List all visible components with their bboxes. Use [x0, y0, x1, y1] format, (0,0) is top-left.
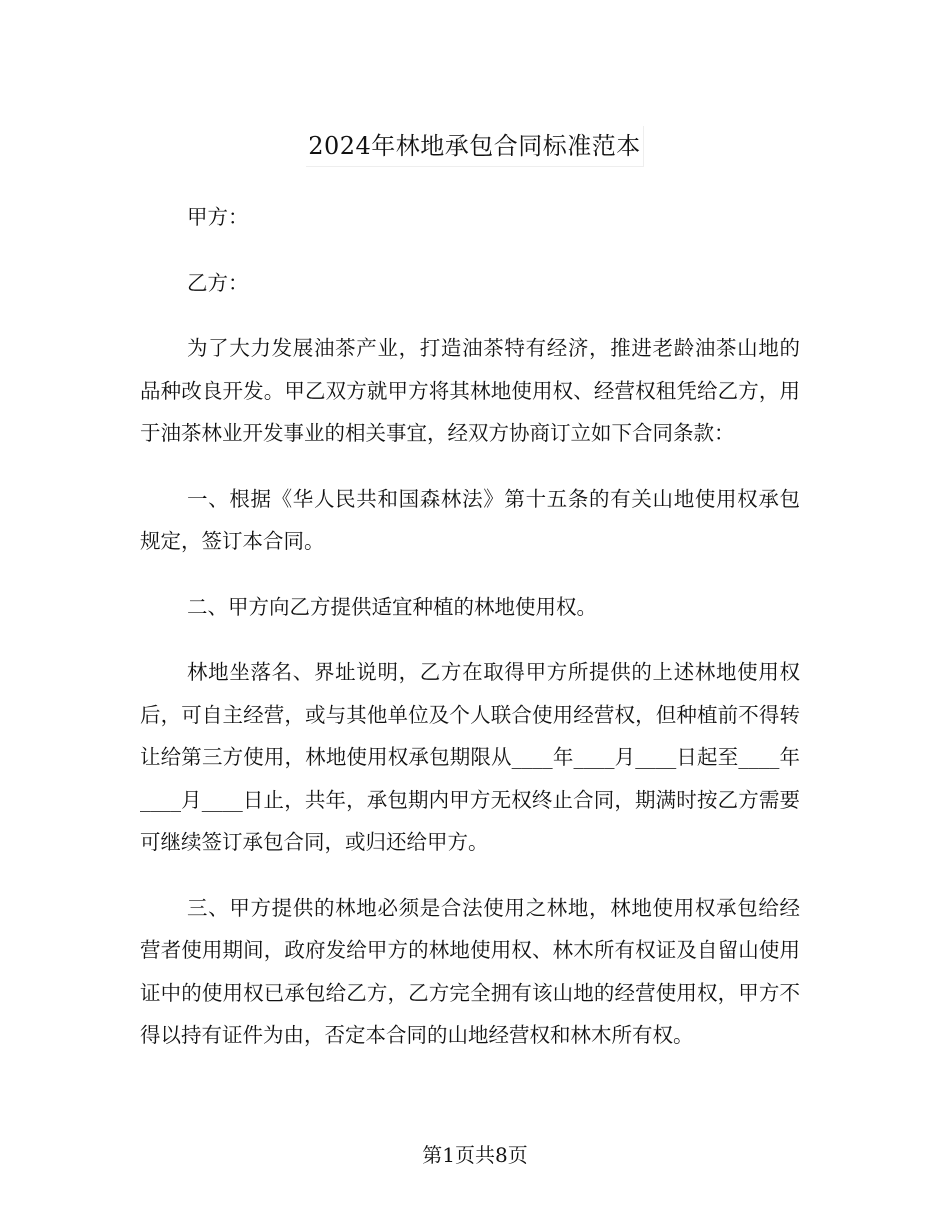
paragraph-clause-1: 一、根据《华人民共和国森林法》第十五条的有关山地使用权承包规定，签订本合同。 — [140, 486, 800, 553]
document-body — [140, 196, 800, 1057]
page-footer — [0, 1140, 950, 1170]
party-b-line: 乙方： — [187, 270, 249, 295]
page-indicator: 第1页共8页 — [422, 1143, 528, 1167]
party-a-line: 甲方： — [187, 205, 249, 229]
document-title-block — [0, 126, 950, 167]
document-title: 2024年林地承包合同标准范本 — [306, 126, 644, 167]
paragraph-preamble: 为了大力发展油茶产业，打造油茶特有经济，推进老龄油茶山地的品种改良开发。甲乙双方就甲方将其林地使用权、经营权租凭给乙方，用于油茶林业开发事业的相关事宜，经双方协商订立如下合同条款： — [140, 336, 800, 445]
paragraph-clause-2-detail: 林地坐落名、界址说明，乙方在取得甲方所提供的上述林地使用权后，可自主经营，或与其他单位及个人联合使用经营权，但种植前不得转让给第三方使用，林地使用权承包期限从____年____月____日起至____年____月____日止，共年，承包期内甲方无权终止合同，期满时按乙方需要可继续签订承包合同，或归还给甲方。 — [140, 660, 800, 854]
paragraph-clause-3: 三、甲方提供的林地必须是合法使用之林地，林地使用权承包给经营者使用期间，政府发给甲方的林地使用权、林木所有权证及自留山使用证中的使用权已承包给乙方，乙方完全拥有该山地的经营使用权，甲方不得以持有证件为由，否定本合同的山地经营权和林木所有权。 — [140, 895, 800, 1047]
paragraph-clause-2: 二、甲方向乙方提供适宜种植的林地使用权。 — [187, 594, 597, 619]
